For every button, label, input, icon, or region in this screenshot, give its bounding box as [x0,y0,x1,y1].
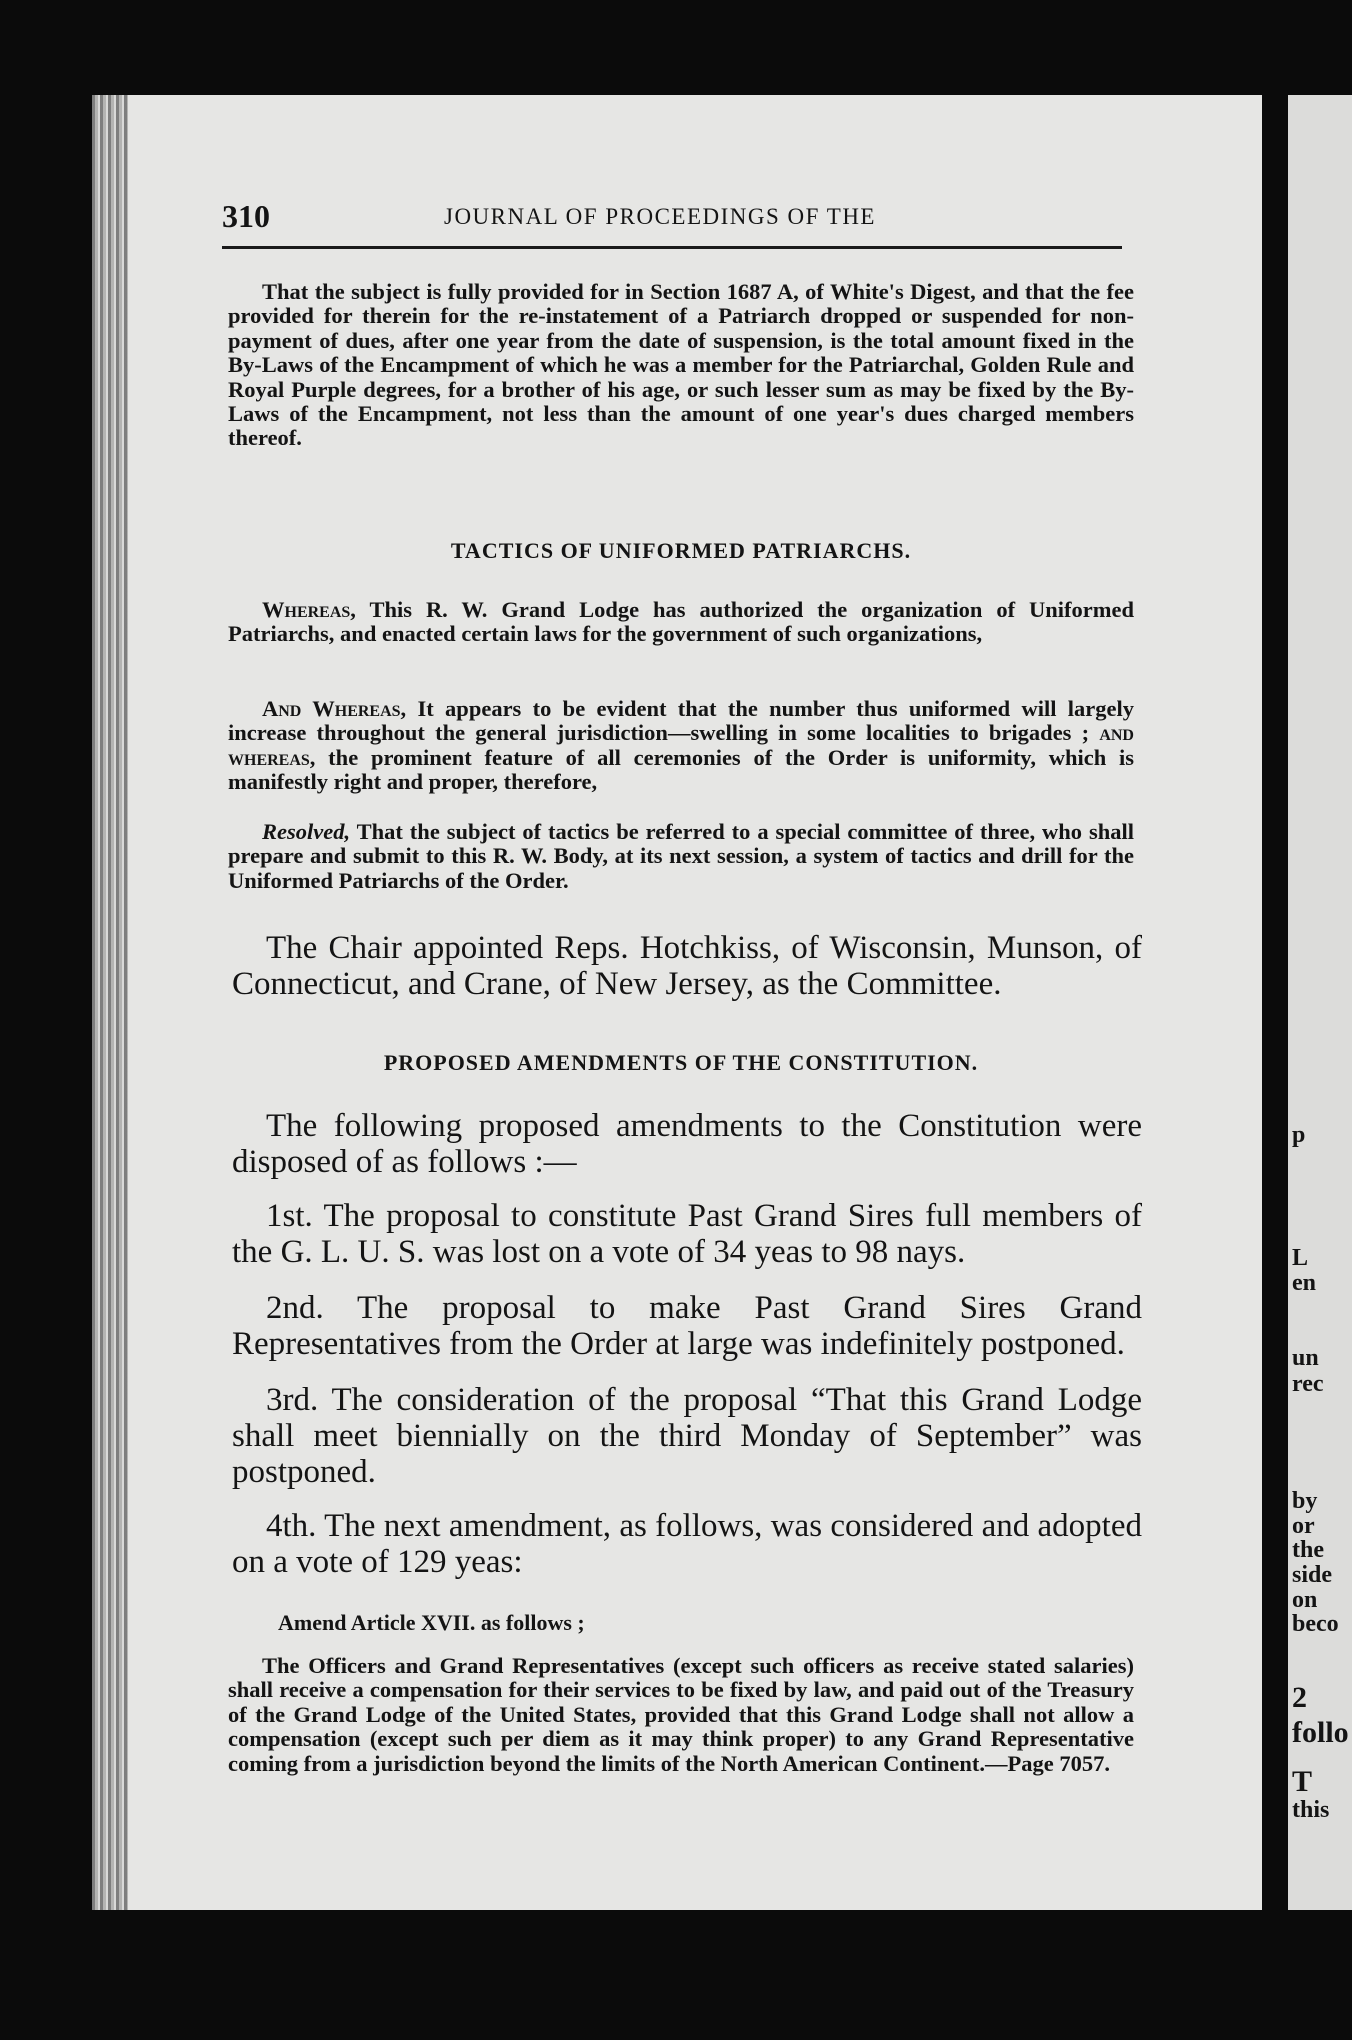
chair-appointment: The Chair appointed Reps. Hotchkiss, of Wisconsin, Munson, of Connecticut, and Crane, of New Jersey, as the Committee. [232,930,1142,1002]
fragment: rec [1292,1371,1324,1397]
and-whereas-paragraph: And Whereas, It appears to be evident that the number thus uniformed will largely increase throughout the general jurisdiction—swelling in some localities to brigades ; and whereas, the prominent feature of all ceremonies of the Order is uniformity, which is manifestly right and proper, therefore, [228,696,1134,795]
whereas-paragraph: Whereas, This R. W. Grand Lodge has authorized the organization of Uniformed Patriarchs, and enacted certain laws for the government of such organizations, [228,597,1134,647]
adjacent-page-edge [1288,95,1352,1910]
fragment: on [1292,1587,1318,1613]
fragment: or [1292,1513,1315,1539]
fragment: beco [1292,1611,1339,1637]
fragment: this [1292,1797,1330,1823]
amendment-first: 1st. The proposal to constitute Past Grand Sires full members of the G. L. U. S. was lost on a vote of 34 yeas to 98 nays. [232,1198,1142,1270]
section-heading-amendments: PROPOSED AMENDMENTS OF THE CONSTITUTION. [383,1050,979,1075]
fragment: en [1292,1270,1316,1296]
intro-paragraph: That the subject is fully provided for in Section 1687 A, of White's Digest, and that the fee provided for therein for the re-instatement of a Patriarch dropped or suspended for non-payment of dues, after one year from the date of suspension, is the total amount fixed in the By-Laws of the Encampment of which he was a member for the Patriarchal, Golden Rule and Royal Purple degrees, for a brother of his age, or such lesser sum as may be fixed by the By-Laws of the Encampment, not less than the amount of one year's dues charged members thereof. [228,279,1134,451]
page-header [222,198,1142,238]
fragment: follo [1292,1716,1349,1749]
page-gutter [92,95,128,1910]
resolved-lead: Resolved, [262,819,351,844]
fragment: L [1292,1245,1309,1271]
fragment: by [1292,1488,1318,1514]
fragment: side [1292,1562,1333,1588]
fragment: 2 [1292,1681,1307,1714]
resolved-paragraph: Resolved, That the subject of tactics be referred to a special committee of three, who shall prepare and submit to this R. W. Body, at its next session, a system of tactics and drill for the Uniformed Patriarchs of the Order. [228,819,1134,893]
page-gap [1262,95,1288,1910]
running-title: JOURNAL OF PROCEEDINGS OF THE [444,204,876,229]
fragment: un [1292,1345,1319,1371]
article-text: The Officers and Grand Representatives (except such officers as receive stated salaries) shall receive a compensation for their services to be fixed by law, and paid out of the Treasury of the Grand Lodge of the United States, provided that this Grand Lodge shall not allow a compensation (except such per diem as it may think proper) to any Grand Representative coming from a jurisdiction beyond the limits of the North American Continent.—Page 7057. [228,1653,1134,1776]
page-number: 310 [222,198,270,234]
amendment-third: 3rd. The consideration of the proposal “That this Grand Lodge shall meet biennially on the third Monday of September” was postponed. [232,1382,1142,1490]
whereas-lead: Whereas, [262,597,356,622]
amendment-second: 2nd. The proposal to make Past Grand Sires Grand Representatives from the Order at large was indefinitely postponed. [232,1290,1142,1362]
fragment: p [1292,1122,1306,1148]
and-whereas-lead: And Whereas, [262,696,407,721]
amendment-fourth: 4th. The next amendment, as follows, was considered and adopted on a vote of 129 yeas: [232,1508,1142,1580]
header-rule [222,246,1122,249]
section-heading-tactics: TACTICS OF UNIFORMED PATRIARCHS. [450,538,912,563]
amendments-intro: The following proposed amendments to the Constitution were disposed of as follows :— [232,1108,1142,1180]
article-label: Amend Article XVII. as follows ; [278,1610,585,1635]
fragment: the [1292,1537,1324,1563]
fragment: T [1292,1765,1313,1798]
